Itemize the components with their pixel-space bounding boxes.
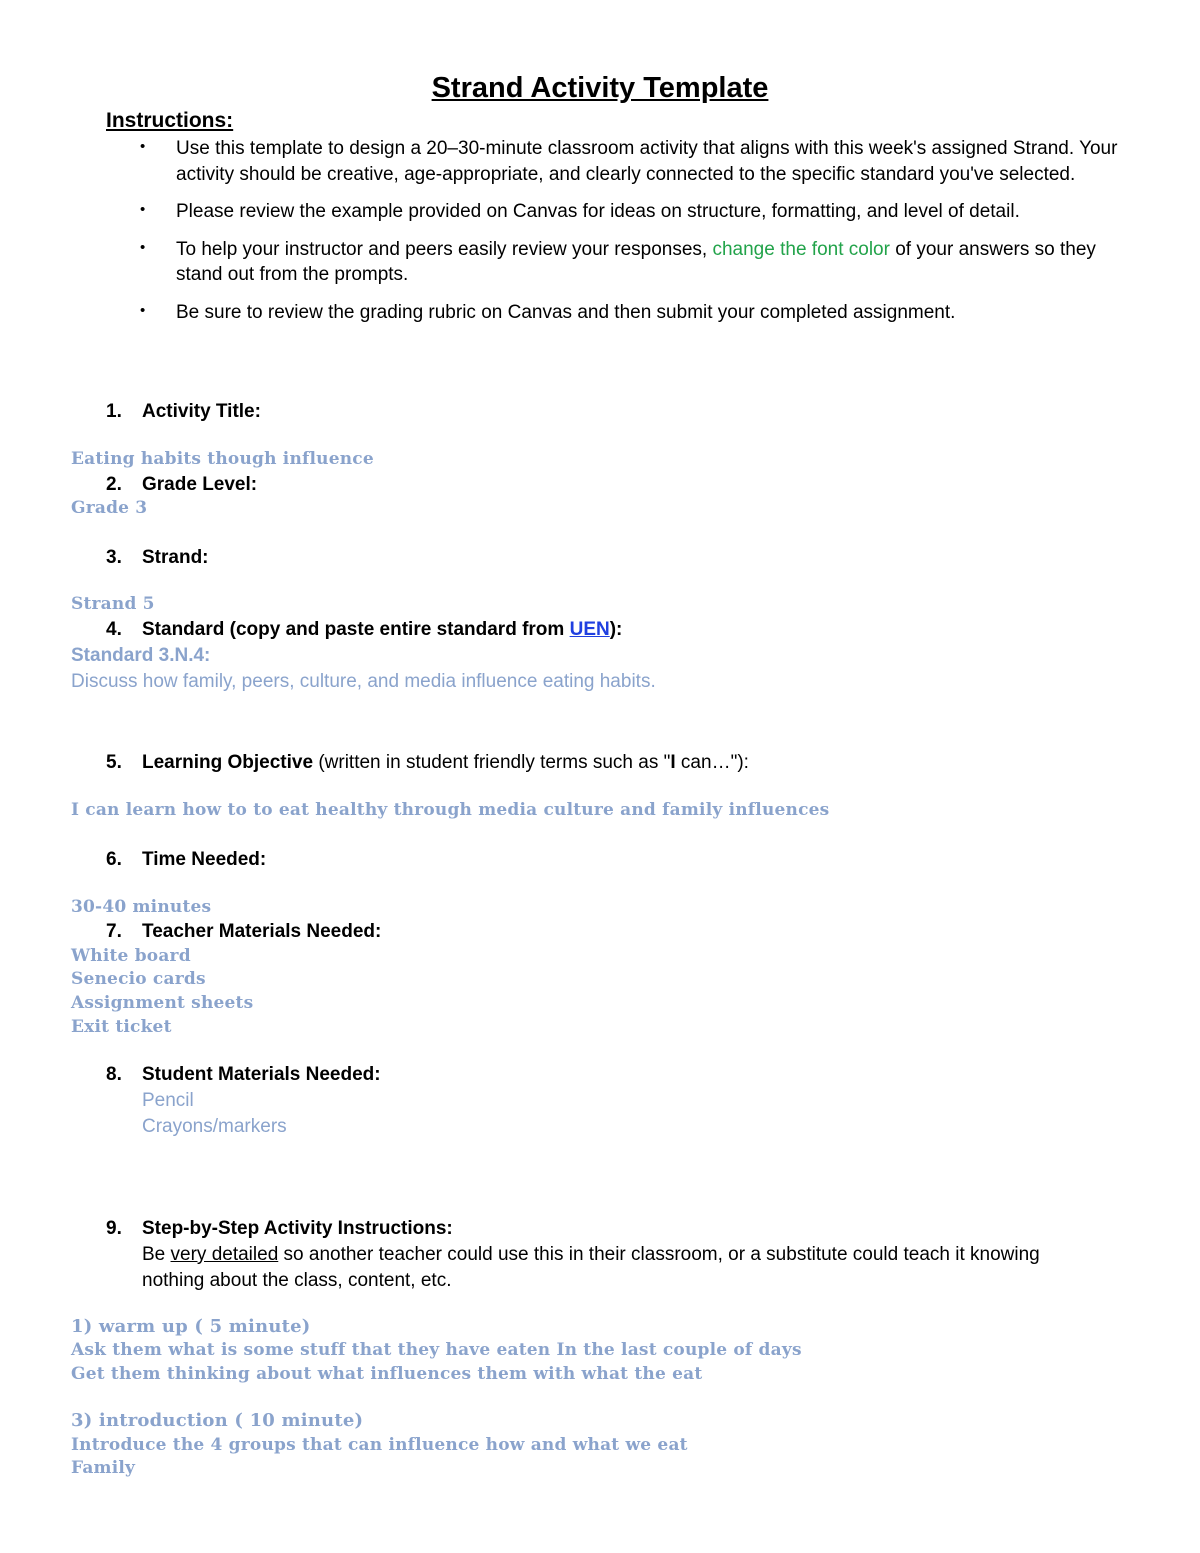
question-number: 9.	[106, 1218, 122, 1239]
question-teacher-materials	[106, 921, 381, 943]
question-label: Activity Title:	[142, 401, 261, 422]
teacher-material-item: Assignment sheets	[71, 993, 254, 1013]
question-label: Teacher Materials Needed:	[142, 921, 382, 942]
step-instructions-description	[142, 1242, 1102, 1294]
question-label: Step-by-Step Activity Instructions:	[142, 1218, 453, 1239]
question-label-rest: (written in student friendly terms such as "	[313, 752, 671, 773]
instruction-text-2: Please review the example provided on Canvas for ideas on structure, formatting, and level of detail.	[176, 201, 1020, 222]
question-label: Time Needed:	[142, 849, 267, 870]
question-number: 5.	[106, 752, 122, 773]
instructions-list	[140, 136, 1140, 337]
step-line: Ask them what is some stuff that they have eaten In the last couple of days	[71, 1340, 802, 1360]
desc-text-end: so another teacher could use this in their classroom, or a substitute could teach it knowing nothing about the class, content, etc.	[142, 1244, 1040, 1291]
instruction-text-3a: To help your instructor and peers easily review your responses,	[176, 238, 713, 260]
question-number: 3.	[106, 547, 122, 568]
question-step-instructions	[106, 1218, 453, 1240]
answer-strand: Strand 5	[71, 594, 155, 614]
question-number: 7.	[106, 921, 122, 942]
question-number: 6.	[106, 849, 122, 870]
instructions-heading: Instructions:	[106, 109, 234, 132]
question-standard	[106, 619, 622, 641]
question-time-needed	[106, 849, 266, 871]
instruction-bullet-4	[140, 300, 1140, 326]
font-color-highlight: change the font color	[712, 238, 890, 260]
question-label: Student Materials Needed:	[142, 1064, 381, 1085]
question-label: Grade Level:	[142, 474, 258, 495]
question-number: 1.	[106, 401, 122, 422]
question-number: 4.	[106, 619, 122, 640]
desc-text-start: Be	[142, 1244, 171, 1265]
question-strand	[106, 547, 209, 569]
question-grade-level	[106, 474, 257, 496]
answer-standard-text: Discuss how family, peers, culture, and media influence eating habits.	[71, 671, 656, 692]
teacher-material-item: White board	[71, 946, 191, 966]
question-activity-title	[106, 401, 261, 423]
instruction-text-3b: of your answers so they stand out from the prompts.	[176, 238, 1096, 285]
question-label-i: I	[670, 752, 676, 773]
answer-activity-title: Eating habits though influence	[71, 449, 374, 469]
teacher-material-item: Senecio cards	[71, 969, 206, 989]
answer-time-needed: 30-40 minutes	[71, 897, 212, 917]
uen-link[interactable]: UEN	[569, 619, 610, 640]
student-material-item: Crayons/markers	[142, 1116, 287, 1137]
question-number: 2.	[106, 474, 122, 495]
answer-learning-objective: I can learn how to to eat healthy through media culture and family influences	[71, 800, 830, 820]
question-student-materials	[106, 1064, 381, 1086]
step-line: Get them thinking about what influences them with what the eat	[71, 1364, 703, 1384]
instruction-text-1: Use this template to design a 20–30-minute classroom activity that aligns with this week's assigned Strand. Your activity should be creative, age-appropriate, and clearly connected to the specific standard you've selected.	[176, 138, 1118, 185]
instruction-bullet-2	[140, 199, 1140, 225]
instruction-bullet-1	[140, 136, 1140, 187]
step-line: Family	[71, 1458, 136, 1478]
answer-grade-level: Grade 3	[71, 498, 148, 518]
student-material-item: Pencil	[142, 1090, 194, 1111]
question-label: Learning Objective	[142, 752, 314, 773]
instruction-text-4: Be sure to review the grading rubric on Canvas and then submit your completed assignment.	[176, 301, 956, 323]
question-label-end: ):	[609, 619, 623, 640]
desc-underline: very detailed	[170, 1244, 279, 1265]
instruction-bullet-3	[140, 237, 1140, 288]
question-learning-objective	[106, 752, 749, 774]
question-label: Strand:	[142, 547, 209, 568]
question-label: Standard (copy and paste entire standard from	[142, 619, 570, 640]
step-line: 1) warm up ( 5 minute)	[71, 1316, 311, 1337]
question-number: 8.	[106, 1064, 122, 1085]
step-line: Introduce the 4 groups that can influence how and what we eat	[71, 1435, 688, 1455]
step-line: 3) introduction ( 10 minute)	[71, 1410, 364, 1431]
question-label-can: can…"):	[675, 752, 749, 773]
page-title: Strand Activity Template	[431, 72, 769, 104]
answer-standard-heading: Standard 3.N.4:	[71, 645, 211, 666]
teacher-material-item: Exit ticket	[71, 1017, 172, 1037]
